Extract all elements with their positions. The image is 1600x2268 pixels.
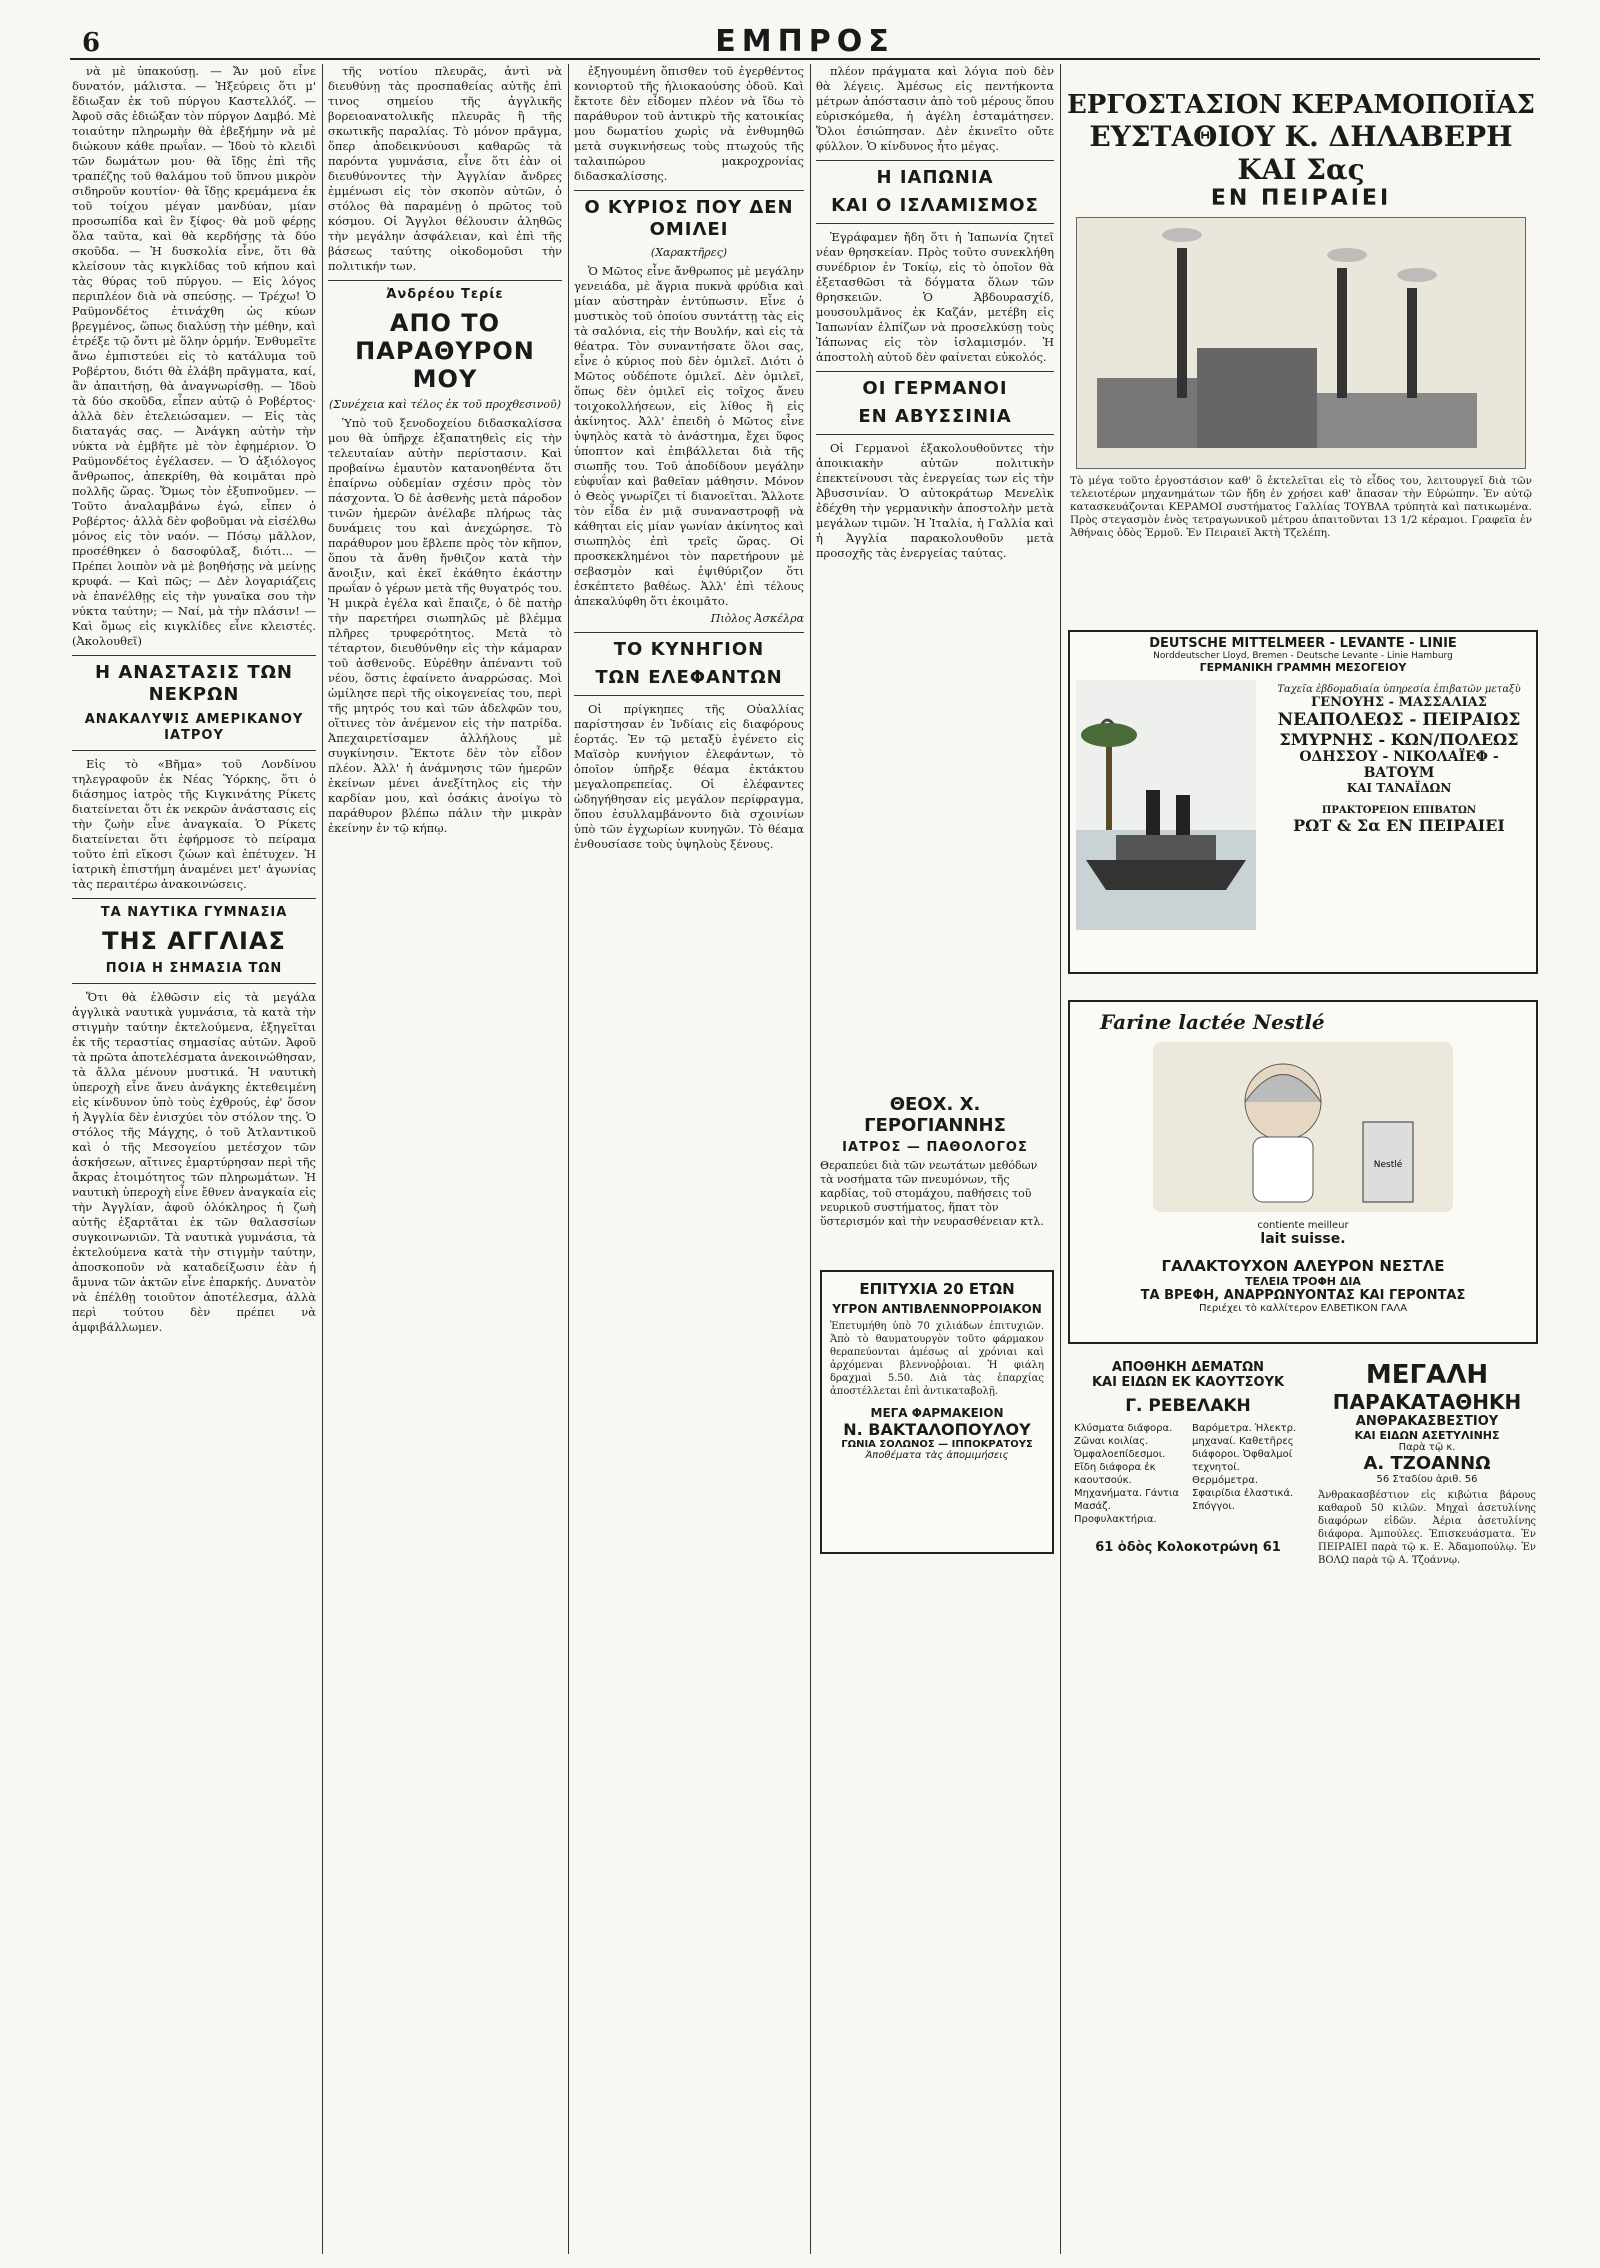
acetylene-ad-line1: ΜΕΓΑΛΗ (1365, 1360, 1489, 1390)
article-headline-naval-2: ΤΗΣ ΑΓΓΛΙΑΣ (102, 927, 286, 955)
pharmacy-ad-subtitle: ΥΓΡΟΝ ΑΝΤΙΒΛΕΝΝΟΡΡΟΙΑΚΟΝ (832, 1302, 1042, 1316)
article-text-naval-cont: τῆς νοτίου πλευρᾶς, ἀντὶ νὰ διευθύνῃ τὰς προσπαθείας αὐτῆς ἐπὶ τινος σημείου τῆς ἀγγλικῆς βορειοανατολικῆς πλευρᾶς ἢ τῆς σκωτικῆς παραλίας. Τὸ μόνον πρᾶγμα, ὅπερ ἀποδεικνύουσι καθαρῶς τὰ παρόντα γυμνάσια, εἶνε ὅτι ἐὰν οἱ διευθύνοντες τὴν Ἀγγλίαν ἄνδρες ἐμμένωσι εἰς τὸν σκοπὸν αὐτῶν, ὁ στόλος θὰ παραμένῃ ὁ πρῶτος τοῦ κόσμου. Οἱ Ἄγγλοι θέλουσιν ἀληθῶς τὴν μεγάλην ἀσφάλειαν, καὶ ἐπὶ τῆς βάσεως ταύτης οἰκοδομοῦσι τὴν πολιτικήν των. (328, 64, 562, 273)
article-text-window: Ὑπὸ τοῦ ξενοδοχείου διδασκαλίσσα μου θὰ ὑπῆρχε ἐξαπατηθεὶς εἰς τὴν τελευταίαν αὐτὴν περίστασιν. Καὶ προβαίνω ἐμαυτὸν κατανοηθέντα ὅτι ἐπαίρνω οὐδεμίαν σχέσιν πρὸς τὸν πάσχοντα. Ὁ δὲ ἀσθενὴς μετὰ πάροδον τινῶν ἡμερῶν ἀνέλαβε πλήρως τὰς δυνάμεις του καὶ ἀνεχώρησε. Τὸ παράθυρον μου ἔβλεπε πρὸς τὸν κῆπον, ὅπου τὰ ἄνθη ἤνθιζον κατὰ τὴν ἄνοιξιν, καὶ ἐκεῖ ἐκάθητο ἐκάστην πρωΐαν ὁ γέρων μετὰ τῆς θυγατρός του. Ἡ μικρὰ ἐγέλα καὶ ἔπαιζε, ὁ δὲ πατὴρ τὴν παρετήρει σιωπηλῶς μὲ βλέμμα πλῆρες τρυφερότητος. Μετὰ τὸ τέταρτον, διευθύνθην εἰς τὴν κάμαραν τοῦ ἀσθενοῦς. Εὑρέθην ἀπέναντι τοῦ νέου, ὅστις ἐφαίνετο ἀναρρώσας. Μοὶ ὡμίλησε περὶ τῆς οἰκογενείας του, περὶ τῆς μητρός του καὶ τῶν ἀδελφῶν του, οἵτινες τὸν ἀνέμενον εἰς τὴν πατρίδα. Ἀπεχαιρετίσαμεν ἀλλήλους μὲ συγκίνησιν. Ἔκτοτε δὲν τὸν εἶδον πλέον. Ἀλλ' ἡ ἀνάμνησις τῶν ἡμερῶν ἐκείνων μένει ἀνεξίτηλος εἰς τὴν καρδίαν μου, καὶ ὁσάκις ἀνοίγω τὸ παράθυρον βλέπω πάλιν τὴν μικρὰν ἐκείνην ἐν τῷ κήπῳ. (328, 416, 562, 835)
article-text-elephants-cont: πλέον πράγματα καὶ λόγια ποὺ δὲν θὰ λέγεις. Ἀμέσως εἰς πεντήκοντα μέτρων ἀπόστασιν ἀπὸ τοῦ μέρους ὅπου εὑρισκόμεθα, ἡ ἀγέλη ἐσταμάτησεν. Ὅλοι ἐσιώπησαν. Δὲν ἐκινεῖτο οὔτε φύλλον. Ὁ κίνδυνος ἦτο μέγας. (816, 64, 1054, 153)
nestle-label2: lait suisse. (1260, 1231, 1346, 1247)
article-text-germans: Οἱ Γερμανοὶ ἐξακολουθοῦντες τὴν ἀποικιακὴν αὐτῶν πολιτικὴν ἐπεκτείνουσι τὰς ἐνεργείας των εἰς τὴν Ἀβυσσινίαν. Ὁ αὐτοκράτωρ Μενελὶκ ἐδέχθη τὴν γερμανικὴν ἀποστολὴν μετὰ μεγάλων τιμῶν. Ἡ Ἰταλία, ἡ Γαλλία καὶ ἡ Ἀγγλία παρακολουθοῦν μετὰ προσοχῆς τὰς ἐνεργείας ταύτας. (816, 441, 1054, 560)
ceramic-ad-line2: ΕΥΣΤΑΘΙΟΥ Κ. ΔΗΛΑΒΕΡΗ ΚΑΙ Σας (1089, 120, 1513, 186)
rubber-goods-advertisement (1068, 1360, 1308, 1740)
nestle-line4: Περιέχει τὸ καλλίτερον ΕΛΒΕΤΙΚΟΝ ΓΑΛΑ (1198, 1303, 1408, 1314)
column-rule (810, 64, 811, 2254)
acetylene-ad-line6: Α. ΤΖΟΑΝΝΩ (1363, 1453, 1491, 1474)
rubber-items-left: Κλύσματα διάφορα. Ζῶναι κοιλίας. Ὀμφαλοεπίδεσμοι. Εἴδη διάφορα ἐκ καουτσούκ. Μηχανήματα. Γάντια Μασάζ. Προφυλακτήρια. (1074, 1423, 1179, 1525)
acetylene-ad-line3: ΑΝΘΡΑΚΑΣΒΕΣΤΙΟΥ (1355, 1414, 1499, 1429)
doctor-advertisement (818, 1090, 1052, 1250)
nestle-label1: contiente meilleur (1257, 1220, 1349, 1231)
column-2 (328, 64, 562, 2254)
rubber-ad-line3: Γ. ΡΕΒΕΛΑΚΗ (1125, 1396, 1251, 1416)
pharmacy-name: ΜΕΓΑ ΦΑΡΜΑΚΕΙΟΝ (870, 1406, 1004, 1420)
shipping-ad-line3: ΓΕΡΜΑΝΙΚΗ ΓΡΑΜΜΗ ΜΕΣΟΓΕΙΟΥ (1199, 661, 1407, 674)
pharmacy-note: Ἀποθέματα τὰς ἀπομιμήσεις (865, 1450, 1009, 1461)
acetylene-ad-line7: 56 Σταδίου ἀριθ. 56 (1376, 1474, 1478, 1485)
article-author: Ἀνδρέου Τερίε (386, 287, 504, 302)
article-text-naval: Ὅτι θὰ ἐλθῶσιν εἰς τὰ μεγάλα ἀγγλικὰ ναυτικὰ γυμνάσια, τὰ κατὰ τὴν στιγμὴν ταύτην ἐκτελούμενα, ἐξηγεῖται ἐκ τῆς τεραστίας σημασίας αὐτῶν. Ἀφοῦ τὰ πρῶτα ἀποτελέσματα ἀνεκοινώθησαν, τὰ ἄλλα μένουν μυστικά. Ἡ ναυτικὴ ὑπεροχὴ εἶνε ἄνευ ἀνάγκης ἐκτεθειμένη εἰς κίνδυνον ὑπὸ τοὺς ἐχθρούς, ἐφ' ὅσον ἡ Ἀγγλία δὲν ἐνισχύει τὸν στόλον της. Ὁ στόλος τῆς Μάγχης, ὁ τοῦ Ἀτλαντικοῦ καὶ ὁ τῆς Μεσογείου μετέσχον τῶν ἀσκήσεων, αἵτινες ἐμαρτύρησαν περὶ τῆς ἄκρας ἑτοιμότητος τῶν πληρωμάτων. Ἡ ναυτικὴ ὑπεροχὴ εἶνε ἔθνεν ἀναγκαία εἰς τὴν Ἀγγλίαν, ἀφοῦ ὁλόκληρος ἡ ζωὴ αὐτῆς ἐξαρτᾶται ἐκ τῶν θαλασσίων συγκοινωνιῶν. Τὰ ναυτικὰ γυμνάσια, τὰ ἐκτελούμενα κατὰ τὴν στιγμὴν ταύτην, ἀποσκοποῦν νὰ καταδείξωσιν ἐὰν ἡ ἄμυνα τῶν ἀκτῶν εἶνε ἐπαρκής. Δυνατὸν νὰ ἐπέλθῃ τοιοῦτον ἀποτέλεσμα, ἀλλὰ περὶ τούτου δὲν πρέπει νὰ ἀμφιβάλλωμεν. (72, 990, 316, 1334)
ceramic-ad-line1: ΕΡΓΟΣΤΑΣΙΟΝ ΚΕΡΑΜΟΠΟΙΪΑΣ (1066, 90, 1536, 120)
pharmacist-name: Ν. ΒΑΚΤΑΛΟΠΟΥΛΟΥ (843, 1420, 1031, 1439)
article-text-silent-man: Ὁ Μῶτος εἶνε ἄνθρωπος μὲ μεγάλην γενειάδα, μὲ ἄγρια πυκνὰ φρύδια καὶ μίαν αὐστηρὰν ἐντύπωσιν. Εἶνε ὁ μυστικὸς τοῦ ὁποίου συντάττῃ τὰς εἰς τὰ σαλόνια, εἰς τὴν Βουλήν, καὶ εἰς τὰ θέατρα. Τὸν συναντήσατε ὅλοι σας, εἶνε ὁ κύριος ποὺ δὲν ὁμιλεῖ. Διότι ὁ Μῶτος οὐδέποτε ὁμιλεῖ. Δὲν ὁμιλεῖ, ὅπως δὲν ὁμιλεῖ εἰς τοῖχος ἄνευ τοιχοκολλήσεων, εἰς λίθος ἢ εἰς ἀκίνητος. Ἀλλ' ἐπειδὴ ὁ Μῶτος εἶνε ὑψηλὸς κατὰ τὸ ἀνάστημα, ἔχει ὕφος ὑποπτον καὶ ἐπιβάλλεται διὰ τῆς σιωπῆς του. Τοῦ ἀποδίδουν μεγάλην εὐφυΐαν καὶ βαθεῖαν μάθησιν. Μόνον ὁ Θεὸς γνωρίζει τί διανοεῖται. Ἄλλοτε τὸν εἶδα ἐν μιᾷ συναναστροφῇ νὰ κάθηται εἰς μίαν γωνίαν ἀκίνητος καὶ σιωπηλὸς ἐπὶ τρεῖς ὥρας. Οἱ προσκεκλημένοι τὸν παρετήρουν μὲ σεβασμὸν καὶ ἐψιθύριζον ὅτι ἐσκέπτετο βαθέως. Ἀλλ' ἐπὶ τέλους ἀπεκαλύφθη ὅτι ἐκοιμᾶτο. (574, 264, 804, 608)
rubber-ad-footer: 61 ὁδὸς Κολοκοτρώνη 61 (1095, 1540, 1281, 1555)
baby-illustration (1153, 1042, 1453, 1212)
serial-text: νὰ μὲ ὑπακούσῃ. — Ἄν μοῦ εἶνε δυνατόν, μάλιστα. — Ἠξεύρεις ὅτι μ' ἔδιωξαν ἐκ τοῦ πύργου Καστελλόζ. — Ἀφοῦ σᾶς ἐδιώξαν τὸν πύργον Δαμβό. Μὲ τοιαύτην πληρωμὴν θὰ ἐβεξήμην νὰ μὲ διώκουν κάθε πρωΐαν. — Ἰδοὺ τὸ κλειδὶ τῶν δωμάτων μου· θὰ ἴδῃς ἐπὶ τῆς τραπέζης τοῦ θαλάμου τοῦ ὕπνου μικρὸν σιδηροῦν κουτίον· θὰ ἴδῃς κρεμάμενα ἐκ τοῦ τοίχου μέγαν μανδύαν, μίαν προσωπίδα καὶ ἓν ξίφος· θὰ μοῦ φέρῃς ὅλα ταῦτα, καὶ θὰ κερδήσῃς τὰ δύο σκοῦδα. — Ἡ δυσκολία εἶνε, ὅτι θὰ κλείσουν τὰς κιγκλίδας τοῦ κήπου καὶ τὰς θύρας τοῦ πύργου. — Εἰς λόγος περιπλέον διὰ νὰ σπεύσῃς. — Τρέχω! Ὁ Ραϋμονδέτος ἐτινάχθη ὡς κύων βρεγμένος, ὥπως διαλύσῃ τὴν μέθην, καὶ ἐτρέξε τῷ ὄντι μὲ ὅλην ὁρμήν. Ἐνθυμεῖτε ἄνω ἐμπιστεύει εἰς τὸ κατάλυμα τοῦ Ροβέρτου, διότι θὰ ἐλάβη πρᾶγματα, καί, ἂν ἀπαιτήσῃ, θὰ ἀναγνωρίσθῃ. — Ἰδοὺ τὰ δύο σκοῦδα, εἶπεν αὐτῷ ὁ Ροβέρτος· ἀλλὰ δὲν ἐτελειώσαμεν. — Εἰς τὰς διαταγάς σας. — Ἀνάγκη αὐτὴν τὴν νύκτα νὰ ἐμβῆτε μὲ τὸν ἐφημέριον. Ὁ Ραϋμονδέτος ἐγέλασεν. — Ὁ ἀξιόλογος ἄνθρωπος, ἀπεκρίθη, θὰ κοιμᾶται πρὸ πολλῆς ὥρας. Ὅμως τὸν ἐξυπνοῦμεν. — Τοῦτο ἀναλαμβάνω ἐγώ, εἶπεν ὁ Ροβέρτος· ἀλλὰ δὲν φοβοῦμαι νὰ εἰσέλθω μόνος εἰς τὸν ναόν. — Πόσῳ μᾶλλον, προσέθηκεν ὁ δασοφύλαξ, διότι... — Πρέπει λοιπὸν νὰ μὲ βοηθήσῃς νὰ μείνῃς κρυφά. — Καὶ πῶς; — Δὲν λογαριάζεις νὰ ἐπανέλθῃς εἰς τὴν γυναῖκα σου τὴν νύκτα ταύτην; — Ναί, μὰ τὴν πλάσιν! — Καὶ ὅμως εἰς κιγκλίδες εἶνε κλειστές. (Ἀκολουθεῖ) (72, 64, 316, 648)
article-text-window-cont: ἐξηγουμένη ὅπισθεν τοῦ ἐγερθέντος κονιορτοῦ τῆς ἡλιοκαούσης ὁδοῦ. Καὶ ἔκτοτε δὲν εἶδομεν πλέον νὰ ἴδω τὸ παράθυρον τοῦ ἀντικρὺ τῆς κατοικίας μου δωματίου χωρὶς νὰ ἐνθυμηθῶ μετὰ συγκινήσεως τοὺς πτωχούς τῆς ταλαιπώρου μακροχρονίας διδασκαλίσσης. (574, 64, 804, 183)
article-text-japan: Ἐγράφαμεν ἤδη ὅτι ἡ Ἰαπωνία ζητεῖ νέαν θρησκείαν. Πρὸς τοῦτο συνεκλήθη συνέδριον ἐν Τοκίῳ, εἰς τὸ ὁποῖον θὰ ἐξετασθῶσι τὰ δόγματα ὅλων τῶν θρησκειῶν. Ὁ Ἀβδουρασχίδ, μουσουλμᾶνος ἐκ Καζάν, μετέβη εἰς Ἰαπωνίαν ἐλπίζων νὰ προσελκύσῃ τοὺς Ἰάπωνας εἰς τὸν ἰσλαμισμόν. Ἡ ἀποστολὴ αὐτοῦ δὲν φαίνεται εὐκολός. (816, 230, 1054, 364)
doctor-name: ΘΕΟΧ. Χ. ΓΕΡΟΓΙΑΝΝΗΣ (864, 1094, 1006, 1136)
column-rule (568, 64, 569, 2254)
nestle-advertisement (1068, 1000, 1538, 1344)
shipping-ad-line6: ΝΕΑΠΟΛΕΩΣ - ΠΕΙΡΑΙΩΣ (1277, 710, 1521, 730)
doctor-text: Θεραπεύει διὰ τῶν νεωτάτων μεθόδων τὰ νοσήματα τῶν πνευμόνων, τῆς καρδίας, τοῦ στομάχου, παθήσεις τοῦ νευρικοῦ συστήματος, ἥπατ τὸν ὕστερισμόν καὶ τὴν νευρασθένειαν κτλ. (820, 1159, 1044, 1228)
article-headline-japan-2: ΚΑΙ Ο ΙΣΛΑΜΙΣΜΟΣ (831, 195, 1039, 216)
shipping-ad-line2: Norddeutscher Lloyd, Bremen - Deutsche Levante - Linie Hamburg (1153, 651, 1453, 661)
pharmacy-ad-text: Ἐπετυμήθη ὑπὸ 70 χιλιάδων ἐπιτυχιῶν. Ἀπὸ τὸ θαυματουργὸν τοῦτο φάρμακον θεραπεύονται ἀμέσως αἱ χρόνιαι καὶ ἀρχόμεναι βλεννοῤῥοιαι. Ἡ φιάλη δραχμαὶ 5.50. Διὰ τὰς ἐπαρχίας ἀποστέλλεται ἐπὶ ἀντικαταβολῇ. (830, 1321, 1044, 1397)
steamship-illustration (1076, 680, 1256, 930)
acetylene-ad-line5: Παρὰ τῷ κ. (1398, 1442, 1456, 1453)
article-headline-elephants: ΤΟ ΚΥΝΗΓΙΟΝ (613, 639, 765, 660)
pharmacy-advertisement (820, 1270, 1054, 1554)
article-headline-window: ΑΠΟ ΤΟ ΠΑΡΑΘΥΡΟΝ ΜΟΥ (355, 309, 535, 393)
nestle-line2: ΤΕΛΕΙΑ ΤΡΟΦΗ ΔΙΑ (1245, 1275, 1361, 1288)
shipping-ad-line10: ΠΡΑΚΤΟΡΕΙΟΝ ΕΠΙΒΑΤΩΝ (1321, 805, 1477, 816)
article-headline-germans: ΟΙ ΓΕΡΜΑΝΟΙ (862, 378, 1008, 399)
shipping-ad-line8: ΟΔΗΣΣΟΥ - ΝΙΚΟΛΑΪΕΦ - ΒΑΤΟΥΜ (1299, 749, 1499, 781)
acetylene-ad-line4: ΚΑΙ ΕΙΔΩΝ ΑΣΕΤΥΛΙΝΗΣ (1354, 1429, 1500, 1442)
newspaper-title: ΕΜΠΡΟΣ (715, 24, 895, 59)
shipping-ad-line4: Ταχεῖα ἑβδομαδιαία ὑπηρεσία ἐπιβατῶν μεταξὺ (1277, 684, 1521, 695)
shipping-ad-line9: ΚΑΙ ΤΑΝΑΪΔΩΝ (1346, 781, 1452, 795)
article-headline-naval: ΤΑ ΝΑΥΤΙΚΑ ΓΥΜΝΑΣΙΑ (100, 905, 288, 920)
column-rule (322, 64, 323, 2254)
article-subheadline-naval: ΠΟΙΑ Η ΣΗΜΑΣΙΑ ΤΩΝ (105, 961, 283, 976)
column-rule (1060, 64, 1061, 2254)
shipping-ad-line11: ΡΩΤ & Σα ΕΝ ΠΕΙΡΑΙΕΙ (1293, 816, 1505, 835)
pharmacy-ad-title: ΕΠΙΤΥΧΙΑ 20 ΕΤΩΝ (859, 1280, 1015, 1298)
article-headline-resurrection: Η ΑΝΑΣΤΑΣΙΣ ΤΩΝ ΝΕΚΡΩΝ (95, 662, 293, 705)
shipping-ad-line1: DEUTSCHE MITTELMEER - LEVANTE - LINIE (1149, 636, 1457, 651)
article-subtitle-silent-man: (Χαρακτῆρες) (650, 246, 728, 259)
ceramic-factory-advertisement (1066, 90, 1536, 610)
article-subtitle-window: (Συνέχεια καὶ τέλος ἐκ τοῦ προχθεσινοῦ) (329, 398, 561, 411)
nestle-brand: Farine lactée Nestlé (1100, 1010, 1325, 1034)
nestle-line1: ΓΑΛΑΚΤΟΥΧΟΝ ΑΛΕΥΡΟΝ ΝΕΣΤΛΕ (1161, 1257, 1445, 1275)
svg-text:Nestlé: Nestlé (1373, 1160, 1403, 1170)
masthead (70, 18, 1540, 60)
article-signature: Πιὸλος Ἀσκέλρα (710, 612, 804, 625)
rubber-ad-line1: ΑΠΟΘΗΚΗ ΔΕΜΑΤΩΝ (1111, 1360, 1265, 1375)
article-headline-elephants-2: ΤΩΝ ΕΛΕΦΑΝΤΩΝ (595, 667, 783, 688)
shipping-line-advertisement (1068, 630, 1538, 974)
rubber-items-right: Βαρόμετρα. Ἠλεκτρ. μηχαναί. Καθετῆρες διάφοροι. Ὀφθαλμοί τεχνητοί. Θερμόμετρα. Σφαιρίδια ἐλαστικά. Σπόγγοι. (1192, 1423, 1297, 1512)
shipping-ad-line5: ΓΕΝΟΥΗΣ - ΜΑΣΣΑΛΙΑΣ (1311, 695, 1487, 710)
shipping-ad-line7: ΣΜΥΡΝΗΣ - ΚΩΝ/ΠΟΛΕΩΣ (1279, 730, 1519, 749)
acetylene-ad-text: Ἀνθρακασβέστιον εἰς κιβώτια βάρους καθαροῦ 50 κιλῶν. Μηχαὶ ἀσετυλίνης διαφόρων εἰδῶν. Ἀέρια ἀσετυλίνης διάφορα. Ἀμπούλες. Ἐπισκευάσματα. Ἐν ΠΕΙΡΑΙΕΙ παρὰ τῷ κ. Ε. Ἀδαμοπούλῳ. Ἐν ΒΟΛῼ παρὰ τῷ Α. Τζοάννῳ. (1318, 1490, 1536, 1566)
page-number: 6 (82, 28, 101, 58)
ceramic-ad-line3: ΕΝ ΠΕΙΡΑΙΕΙ (1210, 186, 1392, 211)
doctor-title: ΙΑΤΡΟΣ — ΠΑΘΟΛΟΓΟΣ (842, 1140, 1028, 1155)
ceramic-ad-text: Τὸ μέγα τοῦτο ἐργοστάσιον καθ' ὃ ἐκτελεῖται εἰς τὸ εἶδος του, λειτουργεῖ διὰ τῶν τελειοτέρων μηχανημάτων τῶν ἤδη ἐν χρήσει καθ' ἅπασαν τὴν Εὐρώπην. Ἐν αὐτῷ κατασκευάζονται ΚΕΡΑΜΟΙ συστήματος Γαλλίας ΤΟΥΒΛΑ τρύπητὰ καὶ πατικωμένα. Πρὸς στεγασμὸν ἑνὸς τετραγωνικοῦ μέτρου ἀπαιτοῦνται 13 1/2 κέραμοι. Γραφεῖα ἐν Ἀθήναις ὁδὸς Ἑρμοῦ. Ἐν Πειραιεῖ Ἀκτὴ Τζελέπη. (1070, 475, 1532, 539)
article-headline-germans-2: ΕΝ ΑΒΥΣΣΙΝΙΑ (858, 406, 1012, 427)
factory-illustration (1076, 217, 1526, 469)
article-headline-japan: Η ΙΑΠΩΝΙΑ (876, 167, 994, 188)
article-text-resurrection: Εἰς τὸ «Βῆμα» τοῦ Λονδίνου τηλεγραφοῦν ἐκ Νέας Ὑόρκης, ὅτι ὁ διάσημος ἰατρὸς τῆς Κιγκινάτης Ρίκετς διατείνεται ὅτι ἐκ νεκρῶν ἀνάστασις εἰς τὴν ζωὴν εἶνε ἀναγκαία. Ὁ Ρίκετς διατείνεται ὅτι ἐφήρμοσε τὸ πείραμα τοῦτο ἐπὶ εἴκοσι ζώων καὶ ἐπέτυχεν. Ἠ ἰατρικὴ ἐπιστήμη ἀναμένει μετ' ἀγωνίας τὰς περαιτέρω ἀνακοινώσεις. (72, 757, 316, 891)
rubber-ad-line2: ΚΑΙ ΕΙΔΩΝ ΕΚ ΚΑΟΥΤΣΟΥΚ (1091, 1375, 1285, 1390)
acetylene-advertisement (1318, 1360, 1536, 1760)
column-4 (816, 64, 1054, 1064)
acetylene-ad-line2: ΠΑΡΑΚΑΤΑΘΗΚΗ (1332, 1390, 1522, 1414)
column-3 (574, 64, 804, 2254)
pharmacy-address: ΓΩΝΙΑ ΣΟΛΩΝΟΣ — ΙΠΠΟΚΡΑΤΟΥΣ (841, 1439, 1033, 1450)
nestle-line3: ΤΑ ΒΡΕΦΗ, ΑΝΑΡΡΩΝΥΟΝΤΑΣ ΚΑΙ ΓΕΡΟΝΤΑΣ (1140, 1288, 1466, 1303)
column-1 (72, 64, 316, 2254)
article-headline-silent-man: Ο ΚΥΡΙΟΣ ΠΟΥ ΔΕΝ ΟΜΙΛΕΙ (584, 197, 794, 240)
article-subheadline-resurrection: ΑΝΑΚΑΛΥΨΙΣ ΑΜΕΡΙΚΑΝΟΥ ΙΑΤΡΟΥ (84, 712, 304, 743)
article-text-elephants: Οἱ πρίγκηπες τῆς Οὐαλλίας παρίστησαν ἐν Ἰνδίαις εἰς διαφόρους ἑορτάς. Ἐν τῷ μεταξὺ ἐγένετο εἰς Μαϊσὸρ κυνήγιον ἐλεφάντων, τὸ ὁποῖον ὑπῆρξε θέαμα ἐκτάκτου μεγαλοπρεπείας. Οἱ ἐλέφαντες ὡδηγήθησαν εἰς μεγάλον περίφραγμα, ὅπου ἐσυλλαμβάνοντο διὰ σχοινίων ὑπὸ τῶν ἐγχωρίων κυνηγῶν. Τὸ θέαμα ἐνθουσίασε τοὺς ὑψηλοὺς ξένους. (574, 702, 804, 851)
